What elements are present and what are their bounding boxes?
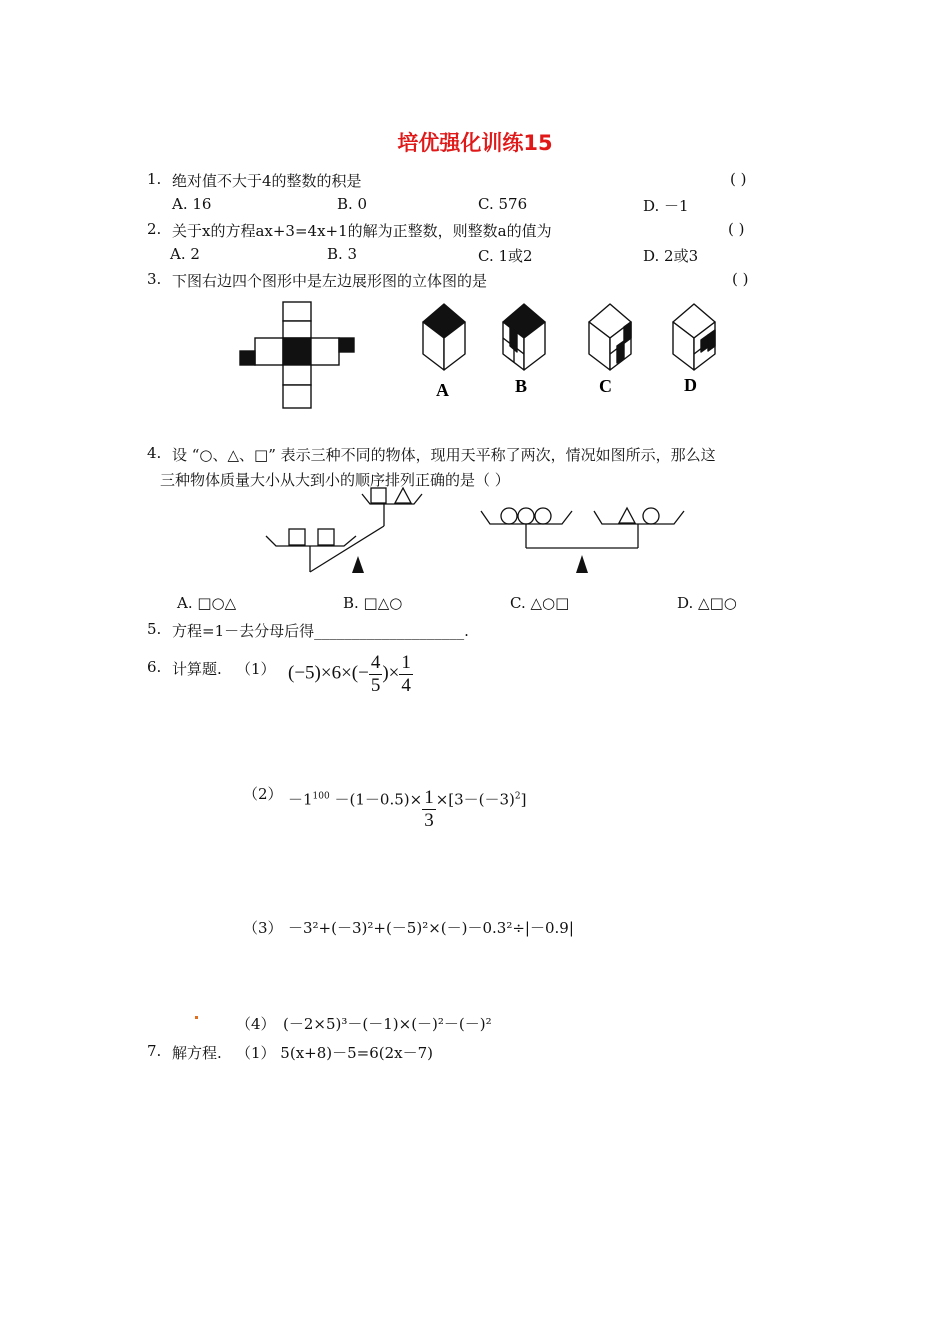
page-title: 培优强化训练15	[397, 131, 553, 155]
q6-p4-expression: (－2×5)³－(－1)×(－)²－(－)²	[283, 1015, 492, 1033]
q6-p2-exp2: 2	[514, 791, 521, 802]
q1-option-a: A. 16	[172, 195, 212, 213]
q6-p1-expression	[288, 652, 413, 697]
q6-p2-frac-den: 3	[424, 810, 434, 831]
q6-p2-c: ×[3－(－3)	[435, 790, 515, 809]
q4-option-d: D. △□○	[677, 594, 737, 612]
cube-option-b	[500, 302, 548, 374]
q6-label: 计算题.	[172, 660, 222, 678]
q3-number: 3.	[147, 270, 162, 288]
q1-stem: 绝对值不大于4的整数的积是	[172, 172, 362, 190]
q1-option-c: C. 576	[478, 195, 528, 213]
q6-p3-label: （3）	[243, 919, 283, 937]
q2-option-b: B. 3	[327, 245, 358, 263]
q1-option-d: D. －1	[643, 197, 689, 215]
q2-option-d: D. 2或3	[643, 247, 699, 265]
q6-p1-fraction-2	[399, 652, 413, 697]
q6-p1-frac2-num: 1	[401, 652, 411, 673]
q2-option-c: C. 1或2	[478, 247, 533, 265]
q2-answer-paren: ( )	[728, 220, 745, 238]
q2-stem: 关于x的方程ax+3=4x+1的解为正整数，则整数a的值为	[172, 222, 552, 240]
q3-stem: 下图右边四个图形中是左边展形图的立体图的是	[172, 272, 488, 290]
cube-label-a: A	[436, 380, 449, 400]
q1-answer-paren: ( )	[730, 170, 747, 188]
q6-p1-expr-a: (−5)×6×(−	[288, 662, 369, 684]
q6-p1-frac1-num: 4	[370, 652, 381, 673]
q6-p1-label: （1）	[236, 660, 276, 678]
q7-p1: （1） 5(x+8)－5=6(2x－7)	[236, 1044, 434, 1062]
q3-answer-paren: ( )	[732, 270, 749, 288]
q6-p3-expression: －3²+(－3)²+(－5)²×(－)－0.3²÷|－0.9|	[288, 919, 574, 937]
q1-number: 1.	[147, 170, 162, 188]
q6-p2-a: －1	[288, 790, 313, 809]
q6-p2-label: （2）	[243, 785, 283, 803]
q7-label: 解方程.	[172, 1044, 222, 1062]
balance-scale-2	[478, 504, 690, 576]
cube-label-c: C	[599, 376, 612, 396]
cube-label-b: B	[515, 376, 528, 396]
cube-option-a	[420, 302, 468, 374]
balance-scale-1	[262, 486, 452, 578]
q1-option-b: B. 0	[337, 195, 368, 213]
cube-labels	[420, 372, 740, 402]
q6-p2-frac-num: 1	[424, 787, 434, 808]
q6-p2-d: ]	[520, 790, 527, 809]
q2-option-a: A. 2	[170, 245, 200, 263]
q6-p1-fraction-1	[369, 652, 383, 697]
q4-stem-line1: 设 “○、△、□” 表示三种不同的物体，现用天平称了两次，情况如图所示，那么这	[172, 446, 716, 464]
q5-number: 5.	[147, 620, 162, 638]
q4-stem-line2: 三种物体质量大小从大到小的顺序排列正确的是（ ）	[160, 471, 510, 489]
q7-number: 7.	[147, 1042, 162, 1060]
q6-p2-b: －(1－0.5)×	[334, 790, 423, 809]
q2-number: 2.	[147, 220, 162, 238]
cube-label-d: D	[684, 375, 697, 395]
q6-p2-expression	[288, 778, 527, 831]
q4-option-c: C. △○□	[510, 594, 570, 612]
q4-number: 4.	[147, 444, 162, 462]
stray-mark	[195, 1016, 198, 1019]
q5-text: 方程=1－去分母后得____________________.	[172, 622, 469, 640]
q4-option-a: A. □○△	[177, 594, 237, 612]
q6-number: 6.	[147, 658, 162, 676]
cube-option-d	[670, 302, 718, 374]
q4-option-b: B. □△○	[343, 594, 403, 612]
q6-p2-exp: 100	[312, 791, 330, 802]
q6-p4-label: （4）	[236, 1015, 276, 1033]
q6-p2-fraction	[422, 787, 436, 832]
q6-p1-frac2-den: 4	[401, 675, 411, 696]
cube-net-figure	[236, 300, 358, 412]
q6-p1-frac1-den: 5	[370, 675, 381, 696]
q6-p1-expr-b: )×	[382, 662, 400, 684]
cube-option-c	[586, 302, 634, 374]
